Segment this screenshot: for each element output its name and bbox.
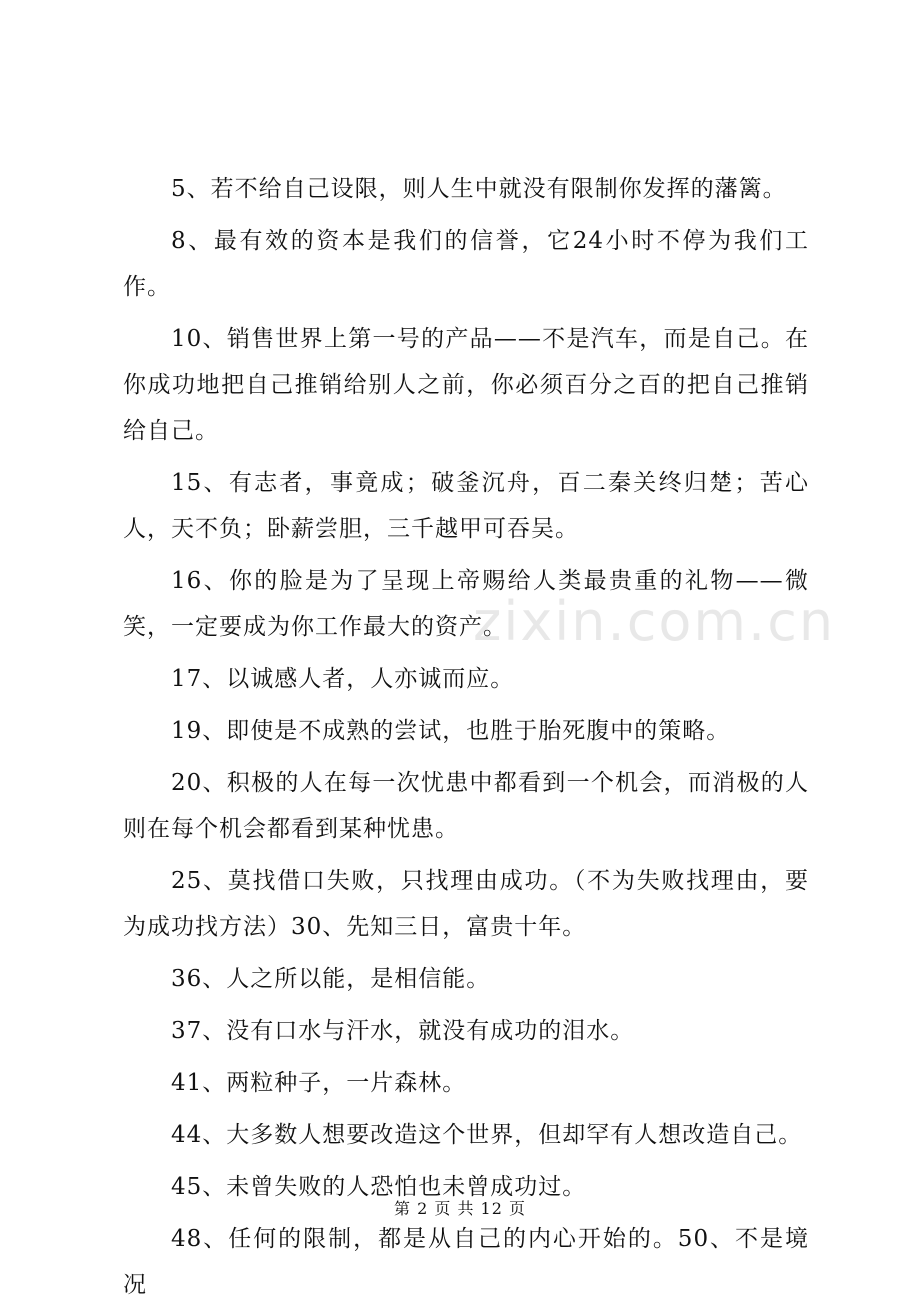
watermark: zixin.com.cn	[473, 590, 836, 653]
paragraph-item: 17、以诚感人者，人亦诚而应。	[171, 666, 515, 692]
paragraph-item: 15、有志者，事竟成；破釜沉舟，百二秦关终归楚；苦心人，天不负；卧薪尝胆，三千越甲可吞吴。	[123, 470, 809, 542]
paragraph-item: 5、若不给自己设限，则人生中就没有限制你发挥的藩篱。	[171, 176, 787, 202]
paragraph-item: 37、没有口水与汗水，就没有成功的泪水。	[171, 1018, 635, 1044]
paragraph-item: 10、销售世界上第一号的产品——不是汽车，而是自己。在你成功地把自己推销给别人之前，你必须百分之百的把自己推销给自己。	[123, 326, 809, 444]
paragraph-item: 8、最有效的资本是我们的信誉，它24小时不停为我们工作。	[123, 228, 809, 300]
paragraph-item: 36、人之所以能，是相信能。	[171, 966, 491, 992]
paragraph-item: 19、即使是不成熟的尝试，也胜于胎死腹中的策略。	[171, 718, 731, 744]
page-footer: 第 2 页 共 12 页	[394, 1199, 526, 1218]
document-body	[123, 166, 809, 1314]
paragraph-item: 48、任何的限制，都是从自己的内心开始的。50、不是境况	[123, 1226, 809, 1298]
paragraph-item: 25、莫找借口失败，只找理由成功。（不为失败找理由，要为成功找方法）30、先知三日，富贵十年。	[123, 868, 809, 940]
paragraph-item: 44、大多数人想要改造这个世界，但却罕有人想改造自己。	[171, 1122, 803, 1148]
paragraph-item: 45、未曾失败的人恐怕也未曾成功过。	[171, 1174, 587, 1200]
paragraph-item: 41、两粒种子，一片森林。	[171, 1070, 467, 1096]
paragraph-item: 16、你的脸是为了呈现上帝赐给人类最贵重的礼物——微笑，一定要成为你工作最大的资产。	[123, 568, 809, 640]
paragraph-item: 20、积极的人在每一次忧患中都看到一个机会，而消极的人则在每个机会都看到某种忧患。	[123, 770, 809, 842]
